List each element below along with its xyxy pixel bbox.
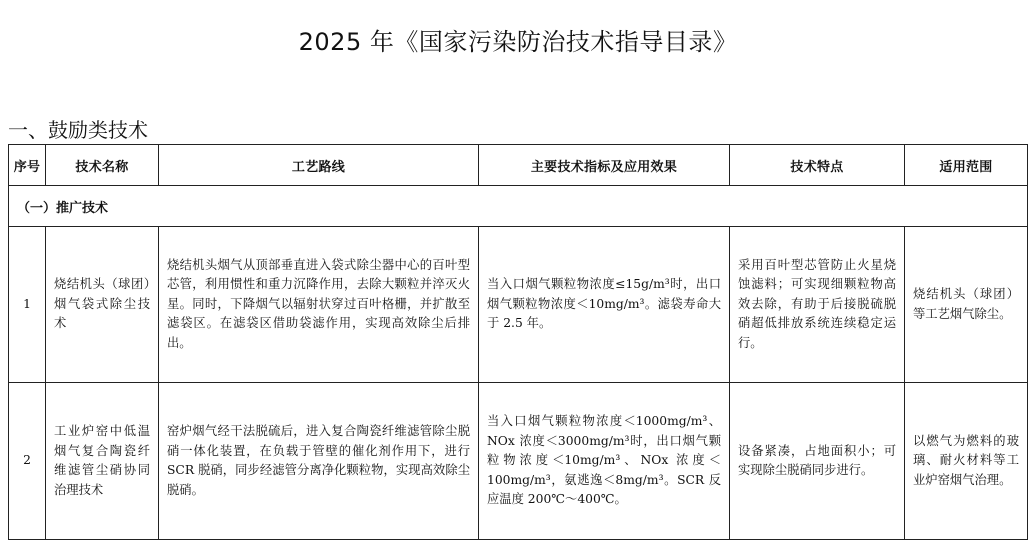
header-scope: 适用范围 bbox=[905, 145, 1028, 186]
section-heading: 一、鼓励类技术 bbox=[8, 117, 148, 142]
row-indicators: 当入口烟气颗粒物浓度≤15g/m³时，出口烟气颗粒物浓度＜10mg/m³。滤袋寿命大于 2.5 年。 bbox=[479, 227, 730, 383]
row-index: 1 bbox=[9, 227, 46, 383]
category-row bbox=[9, 186, 1028, 227]
header-index: 序号 bbox=[9, 145, 46, 186]
row-scope: 烧结机头（球团）等工艺烟气除尘。 bbox=[905, 227, 1028, 383]
document-title: 2025 年《国家污染防治技术指导目录》 bbox=[298, 28, 738, 57]
header-indicators: 主要技术指标及应用效果 bbox=[479, 145, 730, 186]
row-tech-name: 烧结机头（球团）烟气袋式除尘技术 bbox=[46, 227, 159, 383]
technology-catalog-table bbox=[8, 144, 1028, 540]
table-row bbox=[9, 227, 1028, 383]
header-features: 技术特点 bbox=[730, 145, 905, 186]
header-tech-name: 技术名称 bbox=[46, 145, 159, 186]
row-features: 设备紧凑，占地面积小；可实现除尘脱硝同步进行。 bbox=[730, 383, 905, 540]
table-header-row bbox=[9, 145, 1028, 186]
row-indicators: 当入口烟气颗粒物浓度＜1000mg/m³、NOx 浓度＜3000mg/m³时，出口烟气颗粒物浓度＜10mg/m³、NOx 浓度＜100mg/m³，氨逃逸＜8mg/m³。SCR 反应温度 200℃～400℃。 bbox=[479, 383, 730, 540]
row-process: 窑炉烟气经干法脱硫后，进入复合陶瓷纤维滤管除尘脱硝一体化装置，在负载于管壁的催化剂作用下，进行 SCR 脱硝，同步经滤管分离净化颗粒物，实现高效除尘脱硝。 bbox=[159, 383, 479, 540]
category-label: （一）推广技术 bbox=[9, 186, 1028, 227]
row-tech-name: 工业炉窑中低温烟气复合陶瓷纤维滤管尘硝协同治理技术 bbox=[46, 383, 159, 540]
row-index: 2 bbox=[9, 383, 46, 540]
row-process: 烧结机头烟气从顶部垂直进入袋式除尘器中心的百叶型芯管，利用惯性和重力沉降作用，去除大颗粒并淬灭火星。同时，下降烟气以辐射状穿过百叶格栅，并扩散至滤袋区。在滤袋区借助袋滤作用，实现高效除尘后排出。 bbox=[159, 227, 479, 383]
table-row bbox=[9, 383, 1028, 540]
row-features: 采用百叶型芯管防止火星烧蚀滤料；可实现细颗粒物高效去除，有助于后接脱硫脱硝超低排放系统连续稳定运行。 bbox=[730, 227, 905, 383]
row-scope: 以燃气为燃料的玻璃、耐火材料等工业炉窑烟气治理。 bbox=[905, 383, 1028, 540]
header-process: 工艺路线 bbox=[159, 145, 479, 186]
